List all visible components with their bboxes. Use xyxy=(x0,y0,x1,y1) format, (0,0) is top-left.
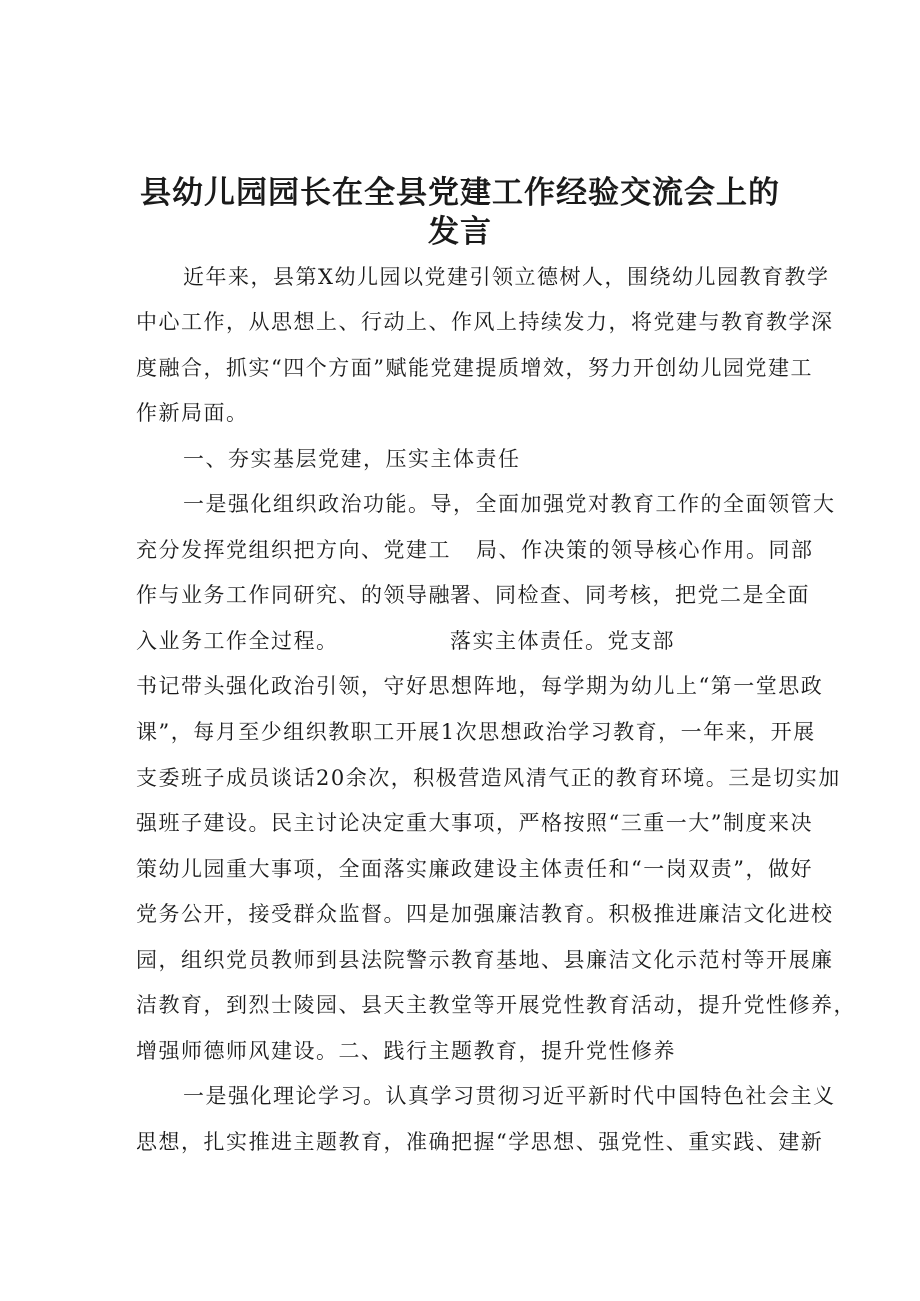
body-line: 强班子建设。民主讨论决定重大事项，严格按照“三重一大”制度来决 xyxy=(136,811,813,835)
section-heading: 一、夯实基层党建，压实主体责任 xyxy=(183,447,521,471)
garbled-left-column: 入业务工作全过程。 xyxy=(136,629,339,653)
para2-line: 一是强化理论学习。认真学习贯彻习近平新时代中国特色社会主义 xyxy=(183,1084,836,1108)
intro-line: 度融合，抓实“四个方面”赋能党建提质增效，努力开创幼儿园党建工 xyxy=(136,356,813,380)
body-line: 支委班子成员谈话20余次，积极营造风清气正的教育环境。三是切实加 xyxy=(136,766,841,790)
document-title-line2: 发言 xyxy=(428,214,492,250)
garbled-right-column: 落实主体责任。党支部 xyxy=(450,629,675,653)
intro-line: 中心工作，从思想上、行动上、作风上持续发力，将党建与教育教学深 xyxy=(136,310,834,334)
body-line: 书记带头强化政治引领，守好思想阵地，每学期为幼儿上“第一堂思政 xyxy=(136,674,824,698)
document-title: 县幼儿园园长在全县党建工作经验交流会上的 xyxy=(140,175,780,211)
body-line: 增强师德师风建设。二、践行主题教育，提升党性修养 xyxy=(136,1039,676,1063)
body-line: 策幼儿园重大事项，全面落实廉政建设主体责任和“一岗双责”，做好 xyxy=(136,857,813,881)
body-line: 园，组织党员教师到县法院警示教育基地、县廉洁文化示范村等开展廉 xyxy=(136,948,834,972)
garbled-left-column: 作与业务工作同研究、的领导融 xyxy=(136,583,451,607)
body-line: 课”，每月至少组织教职工开展1次思想政治学习教育，一年来，开展 xyxy=(136,720,816,744)
intro-line: 近年来，县第X幼儿园以党建引领立德树人，围绕幼儿园教育教学 xyxy=(183,265,830,289)
para2-line: 思想，扎实推进主题教育，准确把握“学思想、强党性、重实践、建新 xyxy=(136,1130,824,1154)
intro-line: 作新局面。 xyxy=(136,401,249,425)
body-line: 党务公开，接受群众监督。四是加强廉洁教育。积极推进廉洁文化进校 xyxy=(136,902,834,926)
body-line: 洁教育，到烈士陵园、县天主教堂等开展党性教育活动，提升党性修养， xyxy=(136,993,856,1017)
garbled-left-column: 充分发挥党组织把方向、党建工 xyxy=(136,538,451,562)
garbled-right-column: 署、同检查、同考核，把党二是全面 xyxy=(450,583,810,607)
garbled-text-row: 一是强化组织政治功能。导，全面加强党对教育工作的全面领管大 xyxy=(183,492,836,516)
garbled-right-column: 局、作决策的领导核心作用。同部 xyxy=(476,538,814,562)
